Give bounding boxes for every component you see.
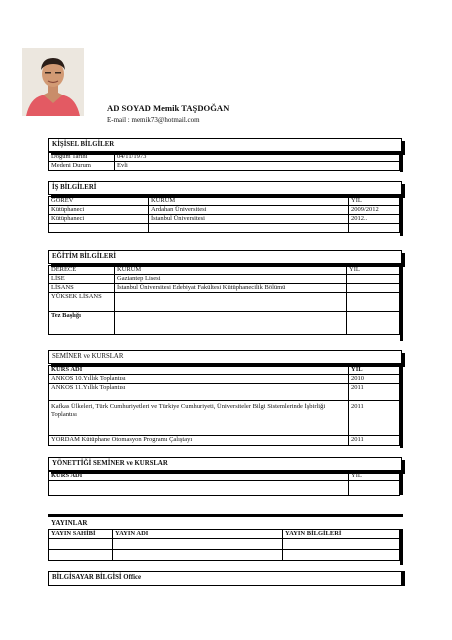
seminar-name: ANKOS 10.Yıllık Toplantısı [49,375,349,384]
seminar-year: 2011 [349,436,400,446]
work-role: Kütüphaneci [49,215,149,224]
publications-header-author: YAYIN SAHİBİ [49,530,113,539]
table-row [49,162,400,171]
table-row [49,197,400,206]
table-row [49,384,400,401]
education-header-degree: DERECE [49,266,115,275]
seminar-year: 2011 [349,384,400,401]
computer-skills-box [48,571,402,586]
seminars-section-title: SEMİNER ve KURSLAR [52,353,124,360]
computer-skills-title: BİLGİSAYAR BİLGİSİ Office [52,574,142,581]
education-year [347,275,400,284]
seminars-table [48,365,400,446]
table-row [49,215,400,224]
education-header-year: YIL [347,266,400,275]
table-row [49,436,400,446]
education-header-institution: KURUM [115,266,347,275]
seminar-year: 2011 [349,401,400,436]
thesis-title-value [115,312,347,335]
personal-section-header [48,138,402,152]
table-row [49,530,400,539]
work-year: 2009/2012 [349,206,400,215]
managed-header-course: KURS ADI [49,472,349,481]
table-row [49,472,400,481]
thesis-title-label: Tez Başlığı [49,312,115,335]
personal-section-title: KİŞİSEL BİLGİLER [52,141,115,148]
birth-date-label: Doğum Tarihi [49,153,115,162]
managed-header-year: YIL [349,472,400,481]
table-row [49,206,400,215]
education-degree: YÜKSEK LİSANS [49,293,115,312]
table-row [49,293,400,312]
work-header-institution: KURUM [149,197,349,206]
marital-status-label: Medeni Durum [49,162,115,171]
birth-date-value: 04/11/1973 [115,153,400,162]
table-row [49,366,400,375]
seminars-header-year: YIL [349,366,400,375]
table-row [49,153,400,162]
table-row [49,539,400,550]
education-section-title: EĞİTİM BİLGİLERİ [52,253,117,260]
publications-table [48,529,400,561]
work-section-header [48,181,402,195]
table-row [49,224,400,233]
work-section-title: İŞ BİLGİLERİ [52,184,97,191]
table-row [49,266,400,275]
table-row [49,275,400,284]
personal-info-table [48,152,400,171]
work-institution: Ardahan Üniversitesi [149,206,349,215]
work-header-year: YIL [349,197,400,206]
publications-header-title: YAYIN ADI [113,530,283,539]
seminar-name: Kafkas Ülkeleri, Türk Cumhuriyetleri ve Türkiye Cumhuriyeti, Üniversiteler Bilgi Sistemlerinde İşbirliği Toplantısı [49,401,349,436]
seminars-header-course: KURS ADI [49,366,349,375]
education-info-table [48,265,400,335]
work-year: 2012.. [349,215,400,224]
education-degree: LİSANS [49,284,115,293]
education-institution: Gaziantep Lisesi [115,275,347,284]
education-institution [115,293,347,312]
email-text: E-mail : memik73@hotmail.com [107,116,200,124]
education-year [347,312,400,335]
seminar-name: ANKOS 11.Yıllık Toplantısı [49,384,349,401]
table-row [49,375,400,384]
seminar-year: 2010 [349,375,400,384]
person-name: AD SOYAD Memik TAŞDOĞAN [107,103,230,113]
seminars-section-header [48,350,402,364]
work-info-table [48,196,400,233]
education-institution: İstanbul Üniversitesi Edebiyat Fakültesi Kütüphanecilik Bölümü [115,284,347,293]
education-year [347,284,400,293]
work-role: Kütüphaneci [49,206,149,215]
work-header-role: GÖREV [49,197,149,206]
table-row [49,401,400,436]
managed-seminars-table [48,471,400,496]
table-row [49,550,400,561]
work-institution: İstanbul Üniversitesi [149,215,349,224]
marital-status-value: Evli [115,162,400,171]
profile-photo [22,48,84,116]
table-row [49,481,400,496]
table-row [49,312,400,335]
managed-seminars-section-title: YÖNETTİĞİ SEMİNER ve KURSLAR [52,460,168,467]
publications-header-info: YAYIN BİLGİLERİ [283,530,400,539]
seminar-name: YORDAM Kütüphane Otomasyon Programı Çalıştayı [49,436,349,446]
table-row [49,284,400,293]
managed-seminars-section-header [48,457,402,471]
education-section-header [48,250,402,264]
publications-section-title: YAYINLAR [51,519,88,527]
education-degree: LİSE [49,275,115,284]
education-year [347,293,400,312]
